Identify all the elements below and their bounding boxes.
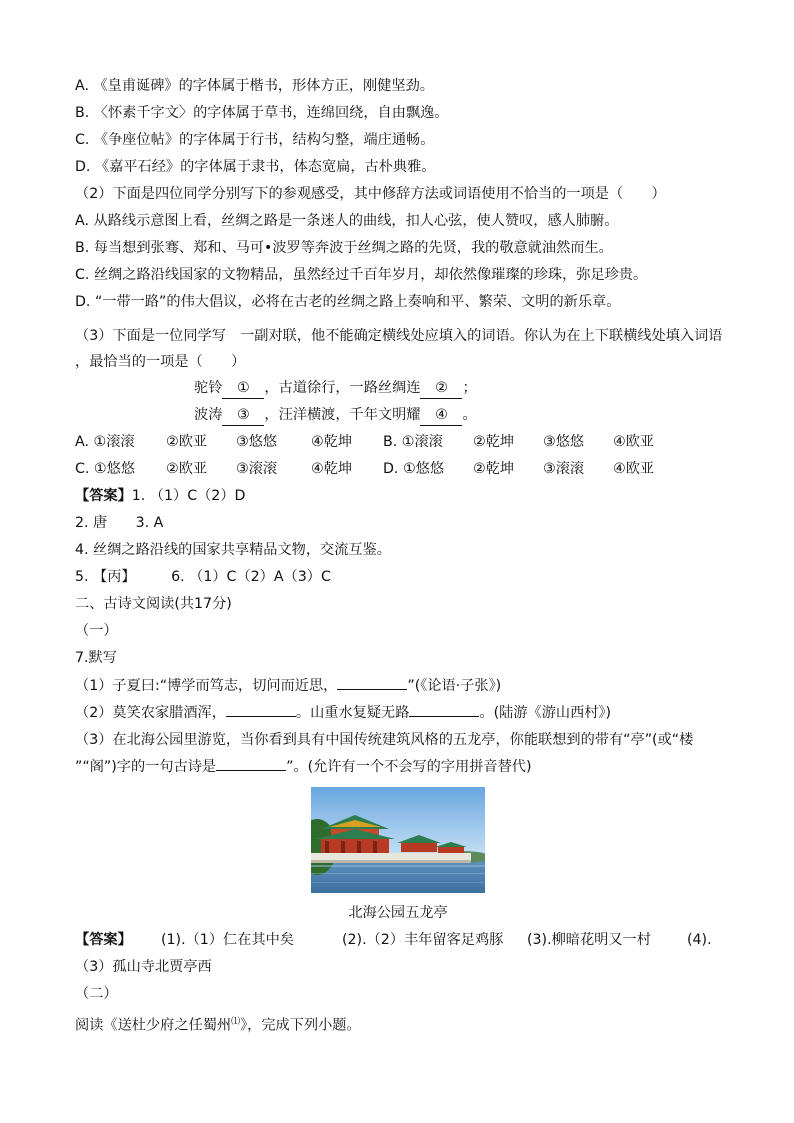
blank-1: ①	[222, 378, 264, 399]
dictation-3-line2	[75, 757, 532, 777]
blank-2: ②	[420, 378, 462, 399]
answer-line-2: 2. 唐 3. A	[75, 515, 164, 531]
section-title: 二、古诗文阅读(共17分)	[75, 596, 232, 612]
dictation-2-source: 。(陆游《游山西村》)	[479, 705, 612, 721]
opt-b-3: ③悠悠	[543, 434, 585, 450]
answer-line-3: 4. 丝绸之路沿线的国家共享精品文物，交流互鉴。	[75, 542, 391, 558]
opt-b-2: ②乾坤	[473, 434, 515, 450]
couplet-lower-part2: ，汪洋横渡，千年文明耀	[264, 407, 421, 423]
couplet-upper-part3: ；	[462, 380, 477, 396]
opt-c-1: C. ①悠悠	[75, 461, 136, 477]
question-2-option-c: C. 丝绸之路沿线国家的文物精品，虽然经过千百年岁月，却依然像璀璨的珍珠，弥足珍贵。	[75, 267, 648, 283]
opt-d-4: ④欧亚	[613, 461, 655, 477]
five-dragon-pavilion-photo	[311, 787, 485, 893]
question-2-stem: （2）下面是四位同学分别写下的参观感受，其中修辞方法或词语使用不恰当的一项是（ ）	[75, 186, 666, 202]
question-3-options-cd	[75, 459, 654, 479]
dictation-3-note: ”。(允许有一个不会写的字用拼音替代)	[286, 759, 532, 775]
answer-line-1: 1. （1）C（2）D	[131, 488, 246, 504]
question-3-stem-line2: ，最恰当的一项是（ ）	[75, 354, 246, 370]
blank-3: ③	[222, 405, 264, 426]
dictation-1	[75, 676, 501, 696]
dictation-2-text: （2）莫笑农家腊酒浑，	[75, 705, 226, 721]
dictation-2-blank-1	[226, 716, 296, 717]
answer-block-1	[75, 486, 245, 506]
opt-a-1: A. ①滚滚	[75, 434, 135, 450]
photo-caption: 北海公园五龙亭	[348, 905, 448, 921]
answer-label: 【答案】	[75, 488, 132, 504]
option-d: D. 《嘉平石经》的字体属于隶书，体态宽扁，古朴典雅。	[75, 159, 436, 175]
opt-b-4: ④欧亚	[613, 434, 655, 450]
answer-2-item-4: (4).	[687, 932, 712, 948]
question-2-option-d: D. “一带一路”的伟大倡议，必将在古老的丝绸之路上奏响和平、繁荣、文明的新乐章。	[75, 294, 621, 310]
reading-instruction-end: 》，完成下列小题。	[240, 1017, 361, 1034]
part-one: （一）	[75, 623, 118, 639]
answer-block-2	[75, 930, 712, 950]
answer-5: 5. 【丙】	[75, 569, 129, 585]
opt-d-2: ②乾坤	[473, 461, 515, 477]
reading-instruction	[75, 1012, 361, 1036]
option-a: A. 《皇甫诞碑》的字体属于楷书，形体方正，刚健坚劲。	[75, 78, 434, 94]
opt-c-3: ③滚滚	[236, 461, 278, 477]
reading-instruction-text: 阅读《送杜少府之任蜀州	[75, 1017, 232, 1034]
answer-label-2: 【答案】	[75, 932, 132, 948]
couplet-lower	[194, 405, 477, 426]
opt-d-3: ③滚滚	[543, 461, 585, 477]
couplet-lower-part3: 。	[462, 407, 477, 423]
question-3-options-ab	[75, 432, 654, 452]
opt-d-1: D. ①悠悠	[383, 461, 445, 477]
couplet-upper-part1: 驼铃	[194, 380, 223, 396]
couplet-lower-part1: 波涛	[194, 407, 223, 423]
question-2-option-b: B. 每当想到张骞、郑和、马可•波罗等奔波于丝绸之路的先贤，我的敬意就油然而生。	[75, 240, 613, 256]
opt-b-1: B. ①滚滚	[383, 434, 443, 450]
answer-2-item-2: (2).（2）丰年留客足鸡豚	[342, 932, 504, 948]
dictation-1-source: ”(《论语·子张》)	[407, 678, 502, 694]
option-b: B. 〈怀素千字文〉的字体属于草书，连绵回绕，自由飘逸。	[75, 105, 449, 121]
dictation-1-text: （1）子夏曰:“博学而笃志，切问而近思，	[75, 678, 338, 694]
dictation-3-text: ”“阁”)字的一句古诗是	[75, 759, 217, 775]
question-3-stem-line1: （3）下面是一位同学写 一副对联，他不能确定横线处应填入的词语。你认为在上下联横线处填入词语	[75, 328, 723, 344]
option-c: C. 《争座位帖》的字体属于行书，结构匀整，端庄通畅。	[75, 132, 435, 148]
footnote-marker: ⑴	[231, 1017, 241, 1027]
dictation-2-text-2: 。山重水复疑无路	[295, 705, 410, 721]
dictation-2-blank-2	[409, 716, 479, 717]
answer-2-line-2: （3）孤山寺北贾亭西	[75, 959, 212, 975]
opt-c-4: ④乾坤	[311, 461, 353, 477]
dictation-2	[75, 703, 611, 723]
answer-line-4	[75, 567, 331, 587]
couplet-upper-part2: ，古道徐行，一路丝绸连	[264, 380, 421, 396]
couplet-upper	[194, 378, 477, 399]
answer-6: 6. （1）C（2）A（3）C	[171, 569, 331, 585]
opt-c-2: ②欧亚	[166, 461, 208, 477]
part-two: （二）	[75, 986, 118, 1002]
opt-a-4: ④乾坤	[311, 434, 353, 450]
blank-4: ④	[420, 405, 462, 426]
opt-a-2: ②欧亚	[166, 434, 208, 450]
opt-a-3: ③悠悠	[236, 434, 278, 450]
dictation-3-blank	[216, 770, 286, 771]
question-7: 7.默写	[75, 650, 117, 666]
dictation-1-blank	[337, 689, 407, 690]
answer-2-item-1: (1).（1）仁在其中矣	[161, 932, 294, 948]
answer-2-item-3: (3).柳暗花明又一村	[527, 932, 651, 948]
question-2-option-a: A. 从路线示意图上看，丝绸之路是一条迷人的曲线，扣人心弦，使人赞叹，感人肺腑。	[75, 213, 619, 229]
dictation-3-line1: （3）在北海公园里游览，当你看到具有中国传统建筑风格的五龙亭，你能联想到的带有“亭”(或“楼	[75, 732, 694, 748]
